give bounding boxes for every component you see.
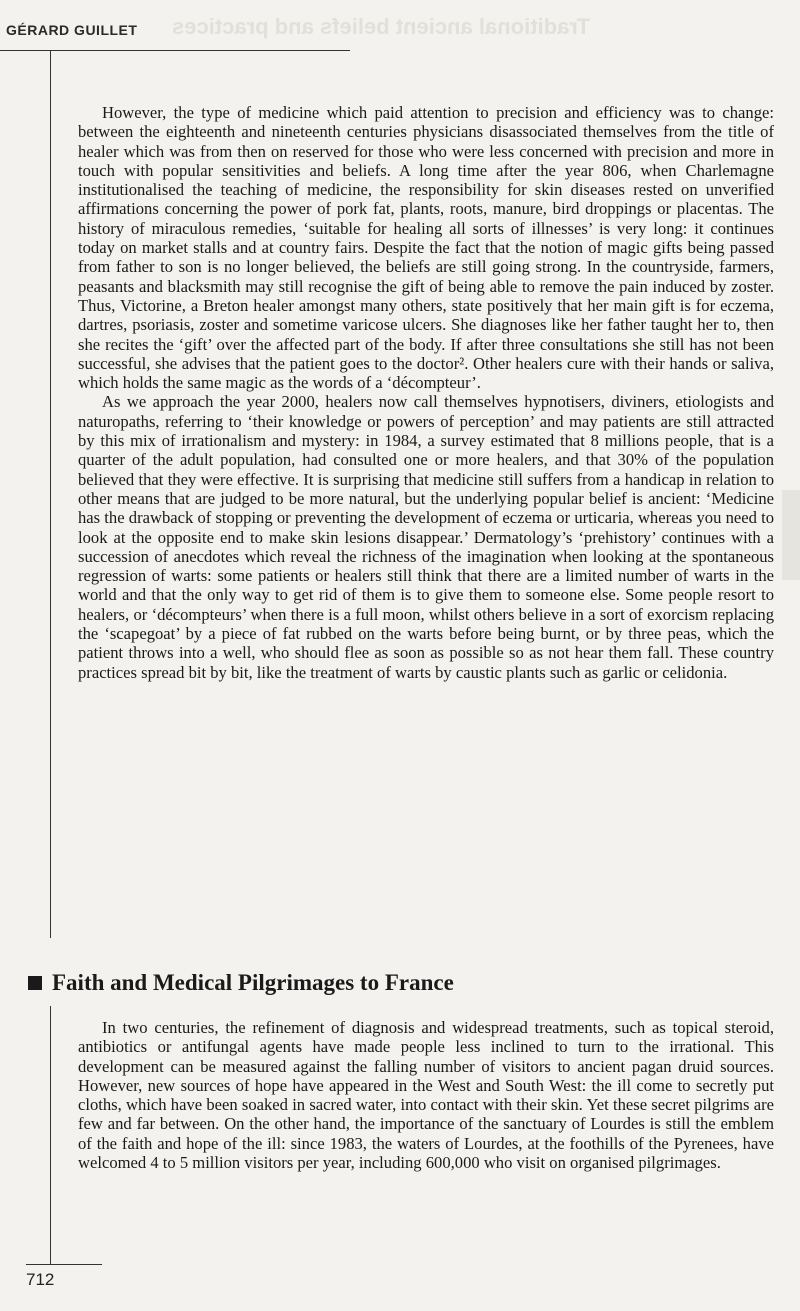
margin-rule-bottom — [50, 1006, 51, 1264]
margin-show-through — [782, 490, 800, 580]
heading-square-bullet-icon — [28, 976, 42, 990]
facing-page-show-through: Traditional ancient beliefs and practices — [172, 14, 591, 39]
paragraph: As we approach the year 2000, healers now call themselves hypnotisers, diviners, etiologists and naturopaths, referring to ‘their knowledge or powers of perception’ and may patients are still attracted by this mix of irrationalism and mystery: in 1984, a survey estimated that 8 millions people, that is a quarter of the adult population, had consulted one or more healers, and that 30% of the population believed that they were effective. It is surprising that medicine still suffers from a handicap in relation to other means that are judged to be more natural, but the underlying popular belief is ancient: ‘Medicine has the drawback of stopping or preventing the development of eczema or urticaria, whereas you need to look at the opposite end to make skin lesions disappear.’ Dermatology’s ‘prehistory’ continues with a succession of anecdotes which reveal the richness of the imagination when looking at the spontaneous regression of warts: some patients or healers still think that there are a limited number of warts in the world and that the only way to get rid of them is to give them to someone else. Some people resort to healers, or ‘décompteurs’ when there is a full moon, whilst others believe in a sort of exorcism replacing the ‘scapegoat’ by a piece of fat rubbed on the warts before being burnt, or by three peas, which the patient throws into a well, who should flee as soon as possible so as not hear them fall. These country practices spread bit by bit, like the treatment of warts by caustic plants such as garlic or celidonia. — [78, 392, 774, 682]
header-rule — [0, 50, 350, 51]
page-number: 712 — [26, 1270, 55, 1289]
section-body-traditional-healers — [78, 103, 774, 682]
section-heading-text: Faith and Medical Pilgrimages to France — [52, 970, 454, 995]
margin-rule-top — [50, 50, 51, 938]
section-heading — [28, 970, 454, 996]
paragraph: However, the type of medicine which paid attention to precision and efficiency was to change: between the eighteenth and nineteenth centuries physicians disassociated themselves from the title of healer which was from then on reserved for those who were less concerned with precision and more in touch with popular sensitivities and beliefs. A long time after the year 806, when Charlemagne institutionalised the teaching of medicine, the responsibility for skin diseases rested on unverified affirmations concerning the power of pork fat, plants, roots, manure, bird droppings or placentas. The history of miraculous remedies, ‘suitable for healing all sorts of illnesses’ is very long: it continues today on market stalls and at country fairs. Despite the fact that the notion of magic gifts being passed from father to son is no longer believed, the beliefs are still going strong. In the countryside, farmers, peasants and blacksmith may still recognise the gift of being able to remove the pain induced by zoster. Thus, Victorine, a Breton healer amongst many others, state positively that her main gift is for eczema, dartres, psoriasis, zoster and sometime varicose ulcers. She diagnoses like her father taught her to, then she recites the ‘gift’ over the affected part of the body. If after three consultations she still has not been successful, she advises that the patient goes to the doctor². Other healers cure with their hands or saliva, which holds the same magic as the words of a ‘décompteur’. — [78, 103, 774, 393]
footer-rule — [26, 1264, 102, 1265]
paragraph: In two centuries, the refinement of diagnosis and widespread treatments, such as topical steroid, antibiotics or antifungal agents have made people less inclined to turn to the irrational. This development can be measured against the falling number of visitors to ancient pagan druid sources. However, new sources of hope have appeared in the West and South West: the ill come to secretly put cloths, which have been soaked in sacred water, into contact with their skin. Yet these secret pilgrims are few and far between. On the other hand, the importance of the sanctuary of Lourdes is still the emblem of the faith and hope of the ill: since 1983, the waters of Lourdes, at the foothills of the Pyrenees, have welcomed 4 to 5 million visitors per year, including 600,000 who visit on organised pilgrimages. — [78, 1018, 774, 1173]
section-body-pilgrimages — [78, 1018, 774, 1172]
running-head-author: GÉRARD GUILLET — [6, 22, 138, 38]
